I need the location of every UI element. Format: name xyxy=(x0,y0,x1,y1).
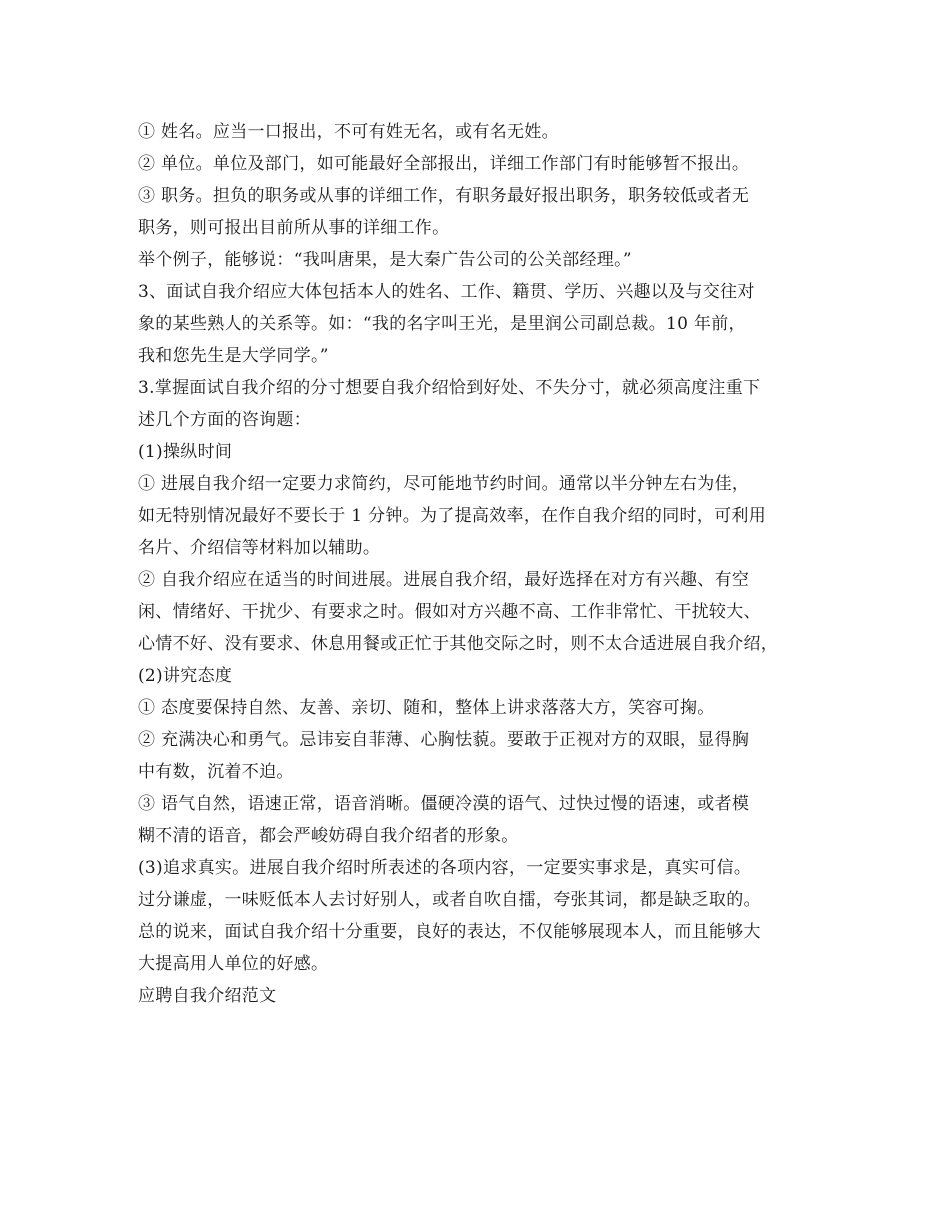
text-line: ② 单位。单位及部门，如可能最好全部报出，详细工作部门有时能够暂不报出。 xyxy=(138,154,750,174)
text-line: 举个例子，能够说：“我叫唐果，是大秦广告公司的公关部经理。” xyxy=(138,250,632,270)
text-line: (3)追求真实。进展自我介绍时所表述的各项内容，一定要实事求是，真实可信。 xyxy=(138,858,752,878)
text-line: ② 自我介绍应在适当的时间进展。进展自我介绍，最好选择在对方有兴趣、有空 xyxy=(138,570,750,590)
text-line: 3.掌握面试自我介绍的分寸想要自我介绍恰到好处、不失分寸，就必须高度注重下 xyxy=(138,378,761,398)
text-line: ① 态度要保持自然、友善、亲切、随和，整体上讲求落落大方，笑容可掬。 xyxy=(138,698,715,718)
text-line: ③ 语气自然，语速正常，语音消晰。僵硬冷漠的语气、过快过慢的语速，或者模 xyxy=(138,794,750,814)
text-line: 总的说来，面试自我介绍十分重要，良好的表达，不仅能够展现本人，而且能够大 xyxy=(138,922,761,942)
text-line: 名片、介绍信等材料加以辅助。 xyxy=(138,538,381,558)
text-line: 如无特别情况最好不要长于 1 分钟。为了提高效率，在作自我介绍的同时，可利用 xyxy=(138,506,767,526)
text-line: ① 进展自我介绍一定要力求简约，尽可能地节约时间。通常以半分钟左右为佳， xyxy=(138,474,750,494)
text-line: ① 姓名。应当一口报出，不可有姓无名，或有名无姓。 xyxy=(138,122,559,142)
document-body xyxy=(138,116,818,1012)
text-line: 中有数，沉着不迫。 xyxy=(138,762,294,782)
text-line: 述几个方面的咨询题： xyxy=(138,410,311,430)
section-heading: (2)讲究态度 xyxy=(138,666,233,686)
text-line: 糊不清的语音，都会严峻妨碍自我介绍者的形象。 xyxy=(138,826,519,846)
section-heading: (1)操纵时间 xyxy=(138,442,233,462)
text-line: 大提高用人单位的好感。 xyxy=(138,954,329,974)
text-line: ③ 职务。担负的职务或从事的详细工作，有职务最好报出职务，职务较低或者无 xyxy=(138,186,750,206)
text-line: 心情不好、没有要求、休息用餐或正忙于其他交际之时，则不太合适进展自我介绍， xyxy=(138,634,779,654)
text-line: 我和您先生是大学同学。” xyxy=(138,346,329,366)
section-heading: 应聘自我介绍范文 xyxy=(138,986,277,1006)
text-line: 3、面试自我介绍应大体包括本人的姓名、工作、籍贯、学历、兴趣以及与交往对 xyxy=(138,282,755,302)
text-line: 象的某些熟人的关系等。如：“我的名字叫王光，是里润公司副总裁。10 年前， xyxy=(138,314,746,334)
text-line: 职务，则可报出目前所从事的详细工作。 xyxy=(138,218,450,238)
text-line: 闲、情绪好、干扰少、有要求之时。假如对方兴趣不高、工作非常忙、干扰较大、 xyxy=(138,602,761,622)
text-line: ② 充满决心和勇气。忌讳妄自菲薄、心胸怯藐。要敢于正视对方的双眼，显得胸 xyxy=(138,730,750,750)
text-line: 过分谦虚，一味贬低本人去讨好别人，或者自吹自擂，夸张其词，都是缺乏取的。 xyxy=(138,890,761,910)
